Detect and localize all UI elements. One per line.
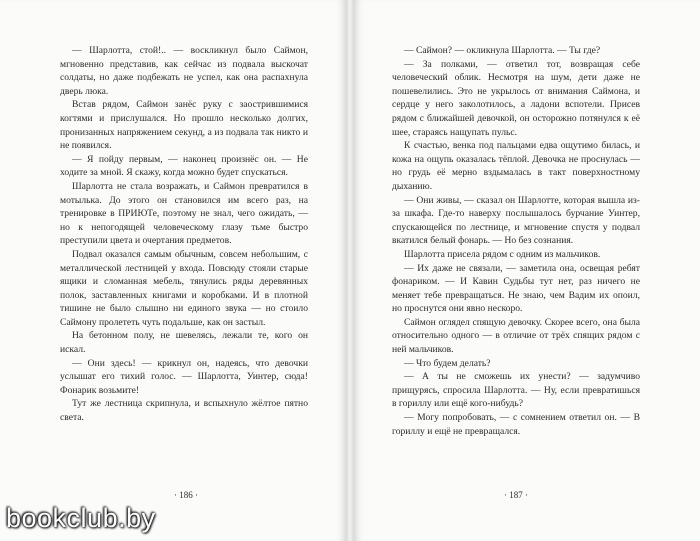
paragraph: — А ты не сможешь их унести? — задумчиво прищурясь, спросила Шарлотта. — Ну, если превратишься в гориллу или ещё кого-нибудь?: [392, 371, 640, 410]
paragraph: Тут же лестница скрипнула, и вспыхнуло жёлтое пятно света.: [60, 398, 308, 424]
paragraph: — Я пойду первым, — наконец произнёс он. — Не ходите за мной. Я скажу, когда можно будет спускаться.: [60, 153, 308, 179]
right-page-text: [392, 44, 640, 438]
paragraph: — Могу попробовать, — с сомнением ответил он. — В гориллу и ещё не превращался.: [392, 412, 640, 437]
page-number-left: · 186 ·: [174, 490, 198, 500]
left-page-text: [60, 44, 308, 425]
book-gutter: [346, 0, 354, 541]
watermark-logo: bookclub.by: [6, 503, 156, 533]
paragraph: — Они здесь! — крикнул он, надеясь, что девочки услышат его тихий голос. — Шарлотта, Уинтер, сюда! Фонарик возьмите!: [60, 357, 308, 396]
paragraph: Шарлотта не стала возражать, и Саймон превратился в мотылька. До этого он становился им всего раз, на тренировке в ПРИЮТе, поэтому не знал, чего ожидать, — но к непогодящей человеческому глазу тьме быстро преступили цвета и очертания предметов.: [60, 180, 308, 247]
paragraph: — Что будем делать?: [404, 357, 491, 369]
paragraph: Саймон оглядел спящую девочку. Скорее всего, она была относительно одного — в отличие от трёх спящих рядом с ней мальчиков.: [392, 316, 640, 356]
paragraph: Шарлотта присела рядом с одним из мальчиков.: [404, 248, 601, 260]
paragraph: — Их даже не связали, — заметила она, освещая ребят фонариком. — И Кавин Судьбы тут нет, раз ничего не меняет тебе превращаться. Не знаю, чем Вадим их опоил, но проснутся они явно нескоро.: [392, 262, 640, 315]
page-number-right: · 187 ·: [504, 490, 528, 500]
paragraph: — За полками, — ответил тот, возвращая себе человеческий облик. Несмотря на шум, дети даже не пошевелились. Это не укрылось от внимания Саймона, и сердце у него заколотилось, а ладони вспотели. Присев рядом с ближайшей девочкой, он осторожно потянулся к её шее, стараясь нащупать пульс.: [392, 58, 640, 138]
paragraph: К счастью, венка под пальцами едва ощутимо билась, и кожа на ощупь оказалась тёплой. Девочка не проснулась — но грудь её мерно вздымалась в такт поверхностному дыханию.: [392, 140, 640, 192]
paragraph: — Они живы, — сказал он Шарлотте, которая вышла из-за шкафа. Где-то наверху послышалось бурчание Уинтер, спускающейся по лестнице, и мгновение спустя у подвал вкатился белый фонарь. — Но без сознания.: [392, 194, 640, 247]
paragraph: Подвал оказался самым обычным, совсем небольшим, с металлической лестницей у входа. Повсюду стояли старые ящики и сломанная мебель, тянулись ряды деревянных полок, заставленных книгами и коробками. И в плотной тишине не было слышно ни единого звука — но стоило Саймону пролететь чуть подальше, как он застыл.: [60, 248, 308, 328]
paragraph: — Шарлотта, стой!.. — воскликнул было Саймон, мгновенно представив, как сейчас из подвала выскочат солдаты, но даже подбежать не успел, как она распахнула дверь люка.: [60, 45, 308, 97]
paragraph: На бетонном полу, не шевелясь, лежали те, кого он искал.: [60, 330, 308, 356]
paragraph: Встав рядом, Саймон занёс руку с заострившимися когтями и прислушался. Но прошло несколько долгих, пронизанных напряжением секунд, а из подвала так никто и не появился.: [60, 99, 308, 152]
paragraph: — Саймон? — окликнула Шарлотта. — Ты где?: [404, 45, 601, 56]
